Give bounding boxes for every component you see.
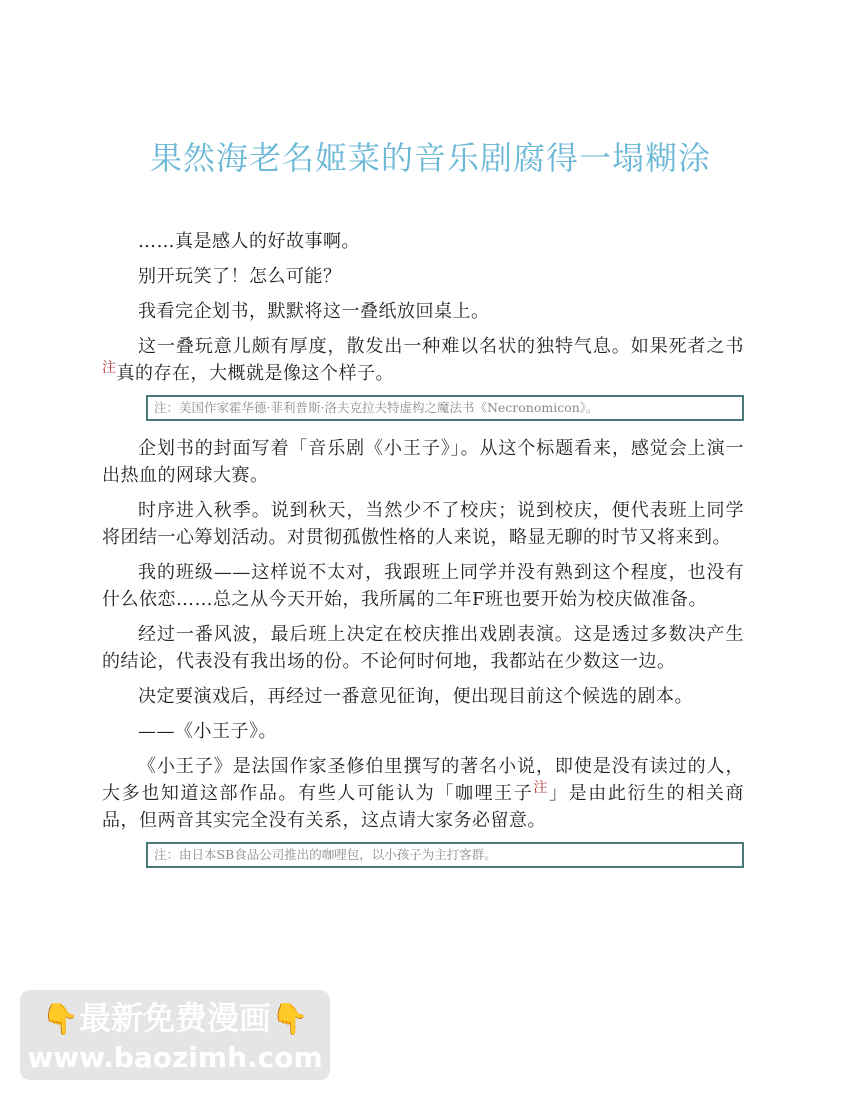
body-text (102, 228, 744, 882)
pointing-down-hand-icon-right: 👇 (271, 1002, 309, 1037)
watermark-slogan-text: 最新免费漫画 (78, 999, 271, 1037)
footnote-marker-2[interactable]: 注 (533, 780, 550, 796)
paragraph-7: 我的班级——这样说不太对，我跟班上同学并没有熟到这个程度，也没有什么依恋……总之从今天开始，我所属的二年F班也要开始为校庆做准备。 (102, 562, 744, 610)
paragraph-6: 时序进入秋季。说到秋天，当然少不了校庆；说到校庆，便代表班上同学将团结一心筹划活动。对贯彻孤傲性格的人来说，略显无聊的时节又将来到。 (102, 500, 744, 548)
footnote-marker-1[interactable]: 注 (102, 360, 117, 376)
footnote-box-1: 注：美国作家霍华德·菲利普斯·洛夫克拉夫特虚构之魔法书《Necronomicon》。 (146, 395, 744, 421)
chapter-title: 果然海老名姬菜的音乐剧腐得一塌糊涂 (150, 139, 712, 177)
pointing-down-hand-icon: 👇 (41, 1002, 79, 1037)
paragraph-3: 我看完企划书，默默将这一叠纸放回桌上。 (138, 301, 490, 322)
paragraph-11 (102, 753, 744, 834)
paragraph-8: 经过一番风波，最后班上决定在校庆推出戏剧表演。这是透过多数决产生的结论，代表没有我出场的份。不论何时何地，我都站在少数这一边。 (102, 624, 744, 672)
paragraph-4 (102, 333, 744, 387)
watermark-slogan (20, 998, 330, 1040)
paragraph-5: 企划书的封面写着「音乐剧《小王子》」。从这个标题看来，感觉会上演一出热血的网球大赛。 (102, 438, 744, 486)
paragraph-4-text-b: 真的存在，大概就是像这个样子。 (116, 363, 394, 384)
paragraph-11-text-a: 《小王子》是法国作家圣修伯里撰写的著名小说，即使是没有读过的人，大多也知道这部作品。有些人可能认为「咖哩王子 (102, 756, 744, 804)
watermark-url: www.baozimh.com (27, 1041, 323, 1074)
paragraph-10: ——《小王子》。 (138, 721, 277, 742)
footnote-box-2: 注：由日本SB食品公司推出的咖哩包，以小孩子为主打客群。 (146, 842, 744, 868)
site-watermark[interactable] (20, 990, 330, 1080)
paragraph-11-text-b: 」是由此衍生的相关商品，但两音其实完全没有关系，这点请大家务必留意。 (102, 783, 744, 831)
paragraph-9: 决定要演戏后，再经过一番意见征询，便出现目前这个候选的剧本。 (138, 686, 693, 707)
paragraph-2: 别开玩笑了！怎么可能？ (138, 266, 342, 287)
paragraph-4-text-a: 这一叠玩意儿颇有厚度，散发出一种难以名状的独特气息。如果死者之书 (138, 336, 744, 357)
paragraph-1: ……真是感人的好故事啊。 (138, 231, 360, 252)
